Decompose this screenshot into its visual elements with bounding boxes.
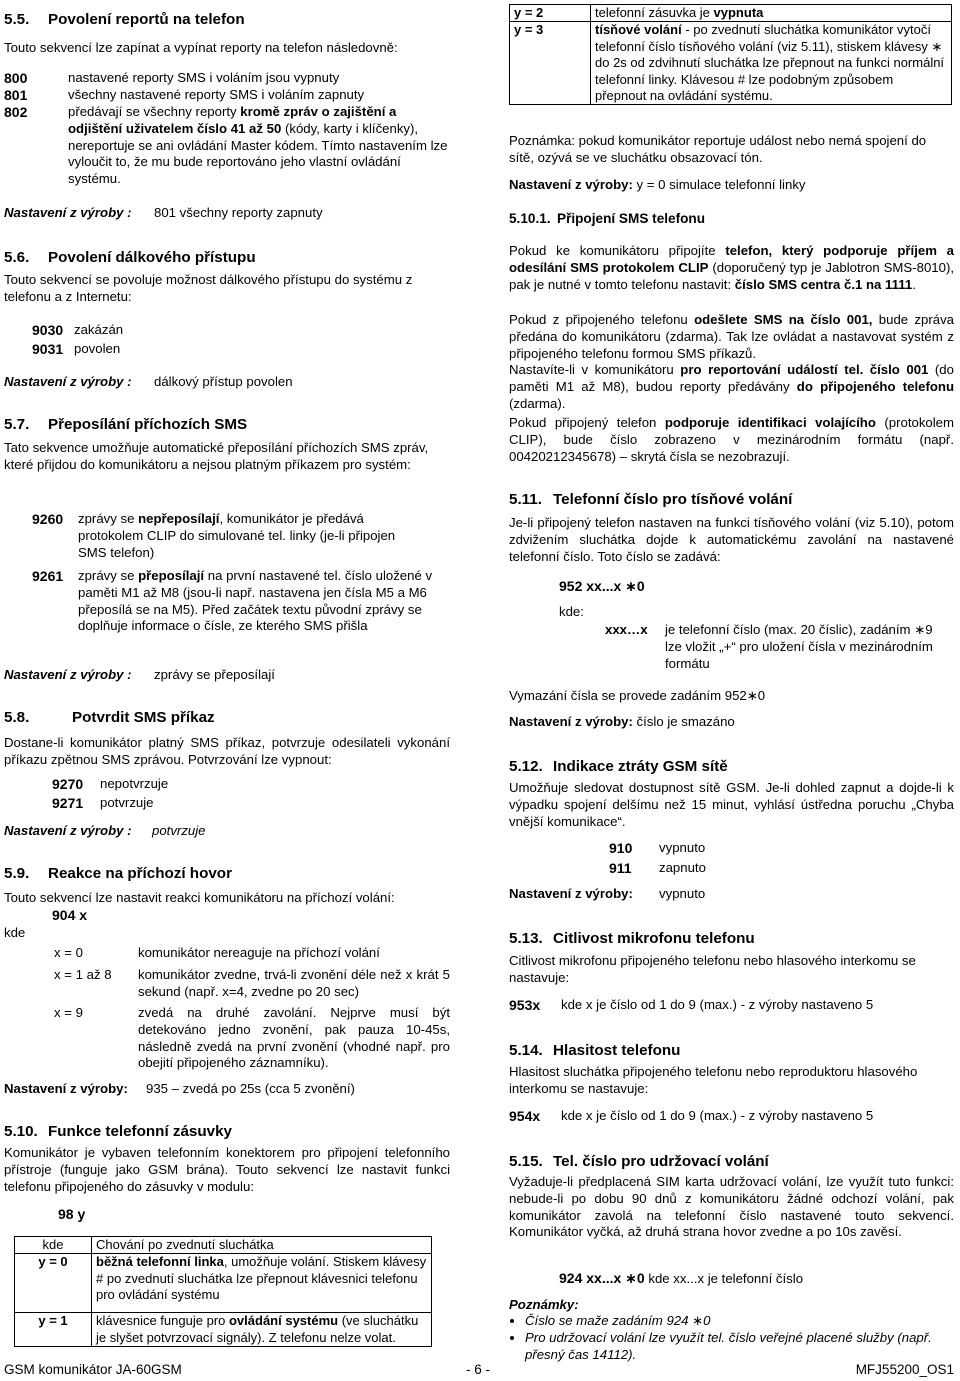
factory-default <box>509 177 952 194</box>
option-code: 910 <box>609 840 633 856</box>
section-heading-5-7: 5.7. Přeposílání příchozích SMS <box>4 416 248 433</box>
sequence-code: 98 y <box>58 1206 86 1222</box>
option-text: nastavené reporty SMS i voláním jsou vypnuty <box>68 70 340 85</box>
parameter-list <box>4 945 450 1077</box>
default-value: potvrzuje <box>152 823 206 838</box>
table-row <box>510 5 952 22</box>
where-label: kde: <box>559 604 584 619</box>
factory-default <box>4 667 450 685</box>
section-intro: Citlivost mikrofonu připojeného telefonu nebo hlasového interkomu se nastavuje: <box>509 953 916 985</box>
factory-default <box>509 714 952 731</box>
section-intro: Dostane-li komunikátor platný SMS příkaz, potvrzuje odesilateli vykonání příkazu zpětnou SMS zprávou. Potvrzování lze vypnout: <box>4 735 450 767</box>
section-heading-5-8: 5.8. Potvrdit SMS příkaz <box>4 709 215 726</box>
sequence-text: kde x je číslo od 1 do 9 (max.) - z výroby nastaveno 5 <box>561 997 874 1012</box>
notes-list <box>509 1313 955 1363</box>
option-list <box>4 322 450 360</box>
footer-left: GSM komunikátor JA-60GSM <box>4 1362 182 1377</box>
param-key: x = 1 až 8 <box>54 967 112 982</box>
table-cell: tísňové volání - po zvednutí sluchátka komunikátor vytočí telefonní číslo tísňového volání (viz 5.11), stiskem klávesy ∗ do 2s od zdvihnutí sluchátka lze přepnout na funkci normální telefonní linky. Klávesou # lze podobným způsobem přepnout na ovládání systému. <box>591 22 952 105</box>
section-intro: Vyžaduje-li předplacená SIM karta udržovací volání, lze využít tuto funkci: nebude-li po dobu 90 dnů z komunikátoru žádné odchozí volání, pak komunikátor zavolá na telefonní číslo nastavené touto sekvencí. Komunikátor vyčká, až druhá strana hovor zvedne a po 10s zavěsí. <box>509 1174 954 1240</box>
where-label: kde <box>4 925 26 940</box>
option-code: 9030 <box>32 322 64 338</box>
notes-title: Poznámky: <box>509 1297 579 1312</box>
default-value: 801 všechny reporty zapnuty <box>154 205 323 220</box>
table-cell: kde <box>15 1237 92 1254</box>
option-list <box>4 70 450 189</box>
default-label: Nastavení z výroby: <box>509 886 633 901</box>
page-number: - 6 - <box>466 1362 491 1377</box>
paragraph: Nastavíte-li v komunikátoru pro reportování událostí tel. číslo 001 (do paměti M1 až M8), budou reporty předávány do připojeného telefonu (zdarma). <box>509 362 954 411</box>
list-item: • Pro udržovací volání lze využít tel. číslo veřejné placené služby (např. přesný čas 14112). <box>525 1330 955 1364</box>
table-row <box>510 22 952 105</box>
option-text: vypnuto <box>659 840 706 855</box>
section-intro: Umožňuje sledovat dostupnost sítě GSM. Je-li dohled zapnut a dojde-li k výpadku spojení delšímu než 15 minut, vyhlásí ústředna poruchu „Chyba vnější komunikace“. <box>509 780 954 829</box>
param-key: x = 0 <box>54 945 83 960</box>
table-row <box>15 1237 432 1254</box>
table-cell: Chování po zvednutí sluchátka <box>92 1237 432 1254</box>
sequence-line <box>559 1270 803 1288</box>
option-text: nepotvrzuje <box>100 776 169 791</box>
factory-default <box>4 374 450 392</box>
section-intro: Komunikátor je vybaven telefonním konektorem pro připojení telefonního přístroje (funguje jako GSM brána). Touto sekvencí lze nastavit funkci telefonu připojeného do zásuvky v modulu: <box>4 1145 450 1194</box>
section-heading-5-10: 5.10. Funkce telefonní zásuvky <box>4 1123 232 1140</box>
paragraph: Pokud ke komunikátoru připojíte telefon, který podporuje příjem a odesílání SMS protokolem CLIP (doporučený typ je Jablotron SMS-8010), pak je nutné v tomto telefonu nastavit: číslo SMS centra č.1 na 1111. <box>509 243 954 292</box>
default-value: číslo je smazáno <box>636 714 735 729</box>
option-list <box>509 840 954 880</box>
parameter-definition <box>605 622 953 674</box>
option-code: 9260 <box>32 511 64 527</box>
section-intro: Hlasitost sluchátka připojeného telefonu nebo reproduktoru hlasového interkomu se nastavuje: <box>509 1064 918 1096</box>
behavior-table-continued <box>509 4 952 105</box>
sequence-code: 954x <box>509 1108 541 1124</box>
sequence-line <box>509 997 954 1015</box>
note: Vymazání čísla se provede zadáním 952∗0 <box>509 688 766 703</box>
table-row <box>15 1254 432 1313</box>
param-value: komunikátor nereaguje na příchozí volání <box>138 945 380 960</box>
table-cell: y = 3 <box>510 22 591 105</box>
default-value: dálkový přístup povolen <box>154 374 293 389</box>
section-heading-5-10-1: 5.10.1. Připojení SMS telefonu <box>509 211 706 226</box>
default-value: y = 0 simulace telefonní linky <box>636 177 806 192</box>
list-item: • Číslo se maže zadáním 924 ∗0 <box>525 1313 955 1330</box>
section-intro: Je-li připojený telefon nastaven na funkci tísňového volání (viz 5.10), potom zdvižením sluchátka dojde k automatickému zavolání na nastavené telefonní číslo. Toto číslo se zadává: <box>509 515 954 564</box>
sequence-code: 924 xx...x ∗0 <box>559 1270 645 1286</box>
option-code: 801 <box>4 87 28 103</box>
section-heading-5-11: 5.11. Telefonní číslo pro tísňové volání <box>509 491 793 508</box>
table-cell: y = 2 <box>510 5 591 22</box>
factory-default <box>4 823 450 841</box>
sequence-text: kde x je číslo od 1 do 9 (max.) - z výroby nastaveno 5 <box>561 1108 874 1123</box>
default-label: Nastavení z výroby : <box>4 823 132 838</box>
param-value: zvedá na druhé zavolání. Nejprve musí být detekováno jedno zvonění, pak pauza 10-45s, následně zvedá na první zvonění (vhodné např. pro obejití připojeného záznamníku). <box>138 1005 450 1071</box>
option-text: zprávy se nepřeposílají, komunikátor je předává protokolem CLIP do simulované tel. linky (je-li připojen SMS telefon) <box>78 511 396 560</box>
default-label: Nastavení z výroby : <box>4 667 132 682</box>
sequence-code: 904 x <box>52 907 88 923</box>
default-value: vypnuto <box>659 886 706 901</box>
sequence-code: 952 xx...x ∗0 <box>559 578 645 594</box>
table-cell: běžná telefonní linka, umožňuje volání. Stiskem klávesy # po zvednutí sluchátka lze přepnout klávesnici telefonu pro ovládání systému <box>92 1254 432 1313</box>
option-text: předávají se všechny reporty kromě zpráv o zajištění a odjištění uživatelem číslo 41 až 50 (kódy, karty i klíčenky), nereportuje se ani ovládání Master kódem. Tímto nastavením lze vyloučit to, že mu bude reportováno jeho vlastní ovládání systému. <box>68 104 448 187</box>
option-code: 9031 <box>32 341 64 357</box>
param-key: x = 9 <box>54 1005 83 1020</box>
option-code: 802 <box>4 104 28 120</box>
option-code: 800 <box>4 70 28 86</box>
paragraph: Pokud připojený telefon podporuje identifikaci volajícího (protokolem CLIP), bude číslo zobrazeno v mezinárodním formátu (např. 00420212345678) – skrytá čísla se nezobrazují. <box>509 415 954 464</box>
note: Poznámka: pokud komunikátor reportuje událost nebo nemá spojení do sítě, ozývá se ve sluchátku obsazovací tón. <box>509 133 927 165</box>
section-heading-5-15: 5.15. Tel. číslo pro udržovací volání <box>509 1153 769 1170</box>
table-cell: klávesnice funguje pro ovládání systému (ve sluchátku je slyšet potvrzovací signály). Z telefonu nelze volat. <box>92 1313 432 1347</box>
section-heading-5-14: 5.14. Hlasitost telefonu <box>509 1042 681 1059</box>
option-code: 9271 <box>52 795 84 811</box>
option-text: zprávy se přeposílají na první nastavené tel. číslo uložené v paměti M1 až M8 (jsou-li např. nastavena jen čísla M5 a M6 přeposílá se na M5). Před začátek textu původní zprávy se doplňuje informace o čísle, ze kterého SMS přišla <box>78 568 433 634</box>
section-heading-5-12: 5.12. Indikace ztráty GSM sítě <box>509 758 728 775</box>
section-heading-5-5: 5.5. Povolení reportů na telefon <box>4 11 245 28</box>
param-key: xxx…x <box>605 622 648 637</box>
section-intro: Touto sekvencí lze nastavit reakci komunikátoru na příchozí volání: <box>4 890 395 905</box>
section-intro: Tato sekvence umožňuje automatické přeposílání příchozích SMS zpráv, které přijdou do komunikátoru a nejsou platným příkazem pro systém: <box>4 440 429 472</box>
default-label: Nastavení z výroby : <box>4 205 132 220</box>
table-cell: y = 1 <box>15 1313 92 1347</box>
option-text: zakázán <box>74 322 124 337</box>
section-intro: Touto sekvencí se povoluje možnost dálkového přístupu do systému z telefonu a z Internetu: <box>4 272 413 304</box>
option-text: všechny nastavené reporty SMS i voláním zapnuty <box>68 87 365 102</box>
behavior-table <box>14 1236 432 1347</box>
sequence-text: kde xx...x je telefonní číslo <box>648 1271 804 1286</box>
paragraph: Pokud z připojeného telefonu odešlete SMS na číslo 001, bude zpráva předána do komunikátoru (zdarma). Tak lze ovládat a nastavovat systém z připojeného telefonu formou SMS příkazů. <box>509 312 954 361</box>
option-text: povolen <box>74 341 121 356</box>
option-list <box>4 776 450 814</box>
factory-default <box>509 886 954 904</box>
section-heading-5-6: 5.6. Povolení dálkového přístupu <box>4 249 256 266</box>
default-value: 935 – zvedá po 25s (cca 5 zvonění) <box>146 1081 355 1096</box>
default-value: zprávy se přeposílají <box>154 667 275 682</box>
option-text: zapnuto <box>659 860 706 875</box>
sequence-code: 953x <box>509 997 541 1013</box>
section-intro: Touto sekvencí lze zapínat a vypínat reporty na telefon následovně: <box>4 40 398 55</box>
default-label: Nastavení z výroby: <box>509 714 633 729</box>
section-heading-5-9: 5.9. Reakce na příchozí hovor <box>4 865 232 882</box>
table-cell: y = 0 <box>15 1254 92 1313</box>
option-list <box>4 511 450 660</box>
default-label: Nastavení z výroby: <box>4 1081 128 1096</box>
param-value: je telefonní číslo (max. 20 číslic), zadáním ∗9 lze vložit „+“ pro uložení čísla v mezinárodním formátu <box>665 622 933 671</box>
sequence-line <box>509 1108 954 1126</box>
footer-right: MFJ55200_OS1 <box>855 1362 954 1377</box>
factory-default <box>4 1081 450 1099</box>
table-cell: telefonní zásuvka je vypnuta <box>591 5 952 22</box>
option-code: 9270 <box>52 776 84 792</box>
option-code: 911 <box>609 860 632 876</box>
section-heading-5-13: 5.13. Citlivost mikrofonu telefonu <box>509 930 755 947</box>
option-code: 9261 <box>32 568 64 584</box>
factory-default <box>4 205 450 223</box>
option-text: potvrzuje <box>100 795 154 810</box>
default-label: Nastavení z výroby: <box>509 177 633 192</box>
default-label: Nastavení z výroby : <box>4 374 132 389</box>
param-value: komunikátor zvedne, trvá-li zvonění déle než x krát 5 sekund (např. x=4, zvedne po 20 sec) <box>138 967 450 999</box>
table-row <box>15 1313 432 1347</box>
